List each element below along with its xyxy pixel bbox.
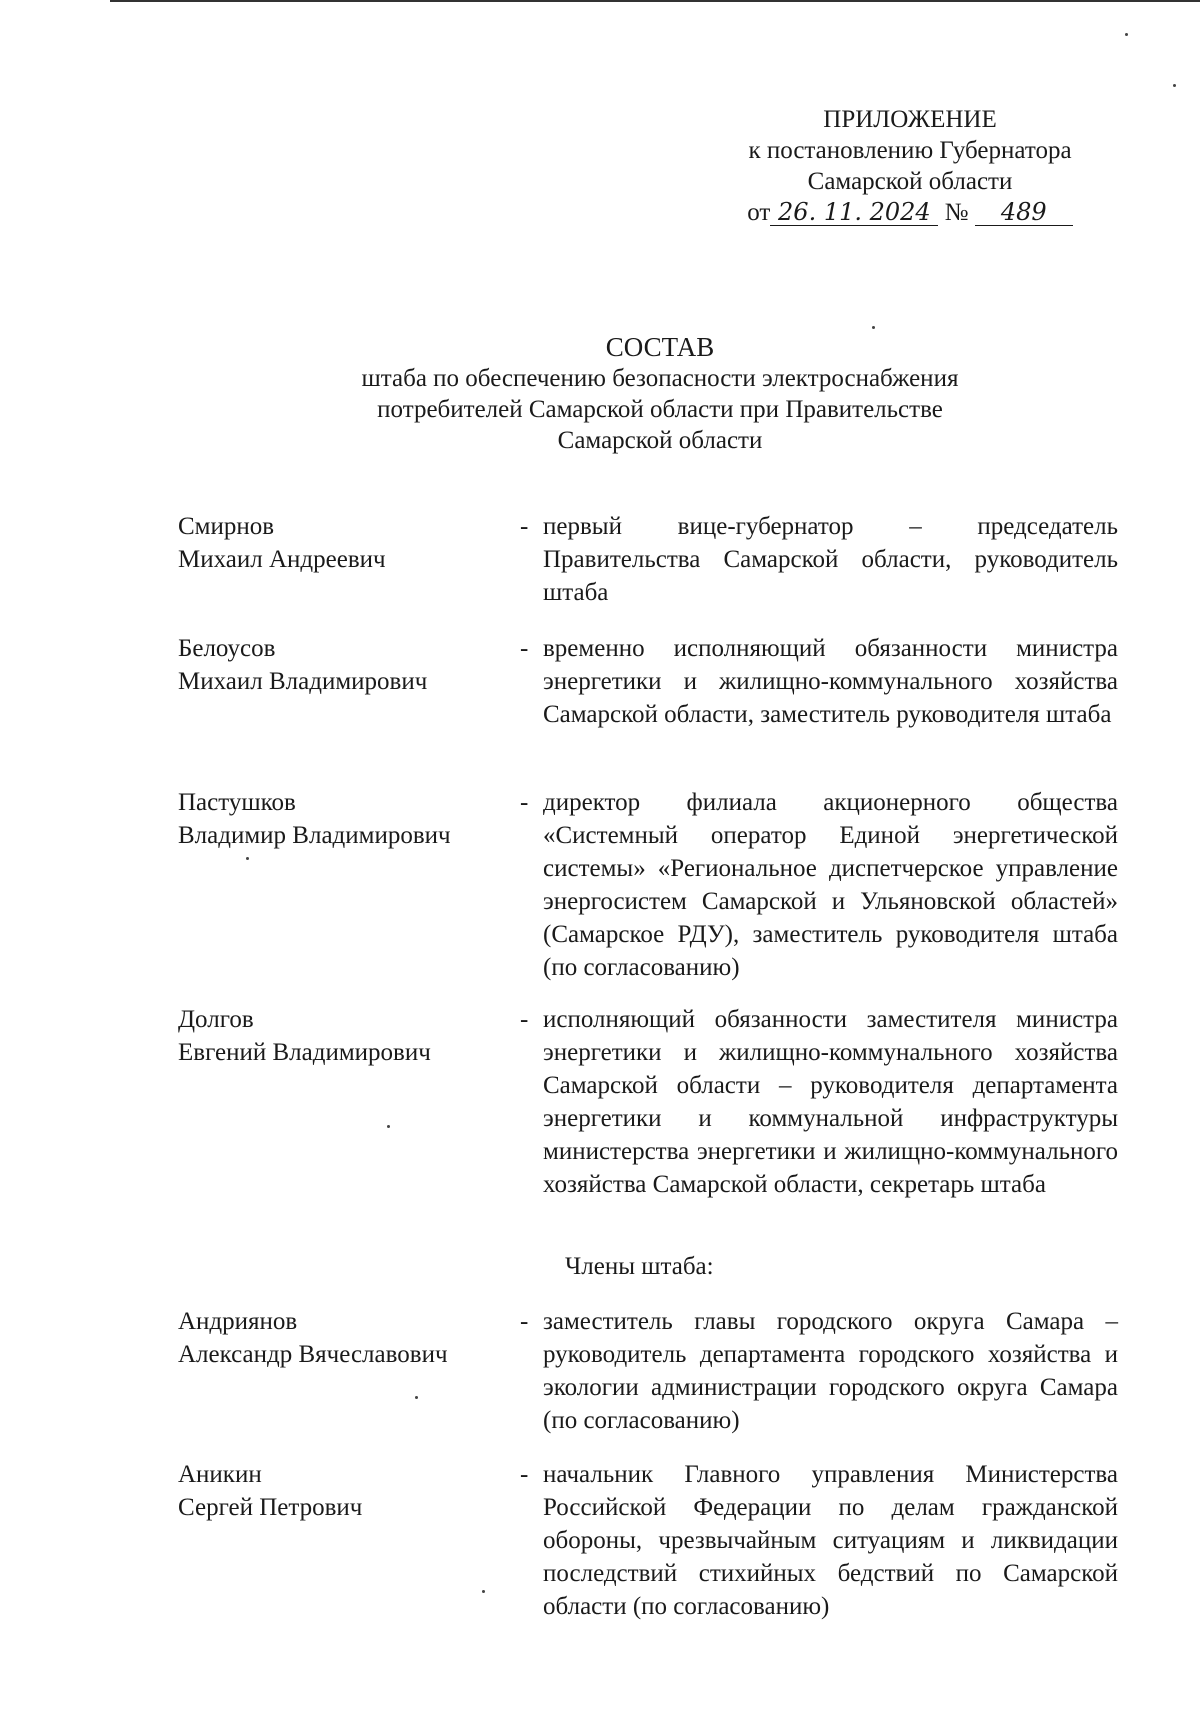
scan-top-edge-line <box>110 0 1200 2</box>
member-given-names: Михаил Андреевич <box>178 546 386 573</box>
member-role: первый вице-губернатор – председатель Правительства Самарской области, руководитель штаба <box>543 513 1118 606</box>
member-name <box>178 1305 508 1371</box>
handwritten-date: 26. 11. 2024 <box>770 199 938 226</box>
heading-title: СОСТАВ <box>605 332 715 362</box>
appendix-date-line <box>700 197 1120 228</box>
member-given-names: Владимир Владимирович <box>178 822 451 849</box>
scan-speck <box>1173 84 1176 87</box>
scan-speck <box>387 1125 390 1128</box>
entry-dash: - <box>520 635 529 662</box>
member-surname: Смирнов <box>178 513 275 540</box>
member-role: исполняющий обязанности заместителя министра энергетики и жилищно-коммунального хозяйства Самарской области – руководителя департамента энергетики и коммунальной инфраструктуры министерства энергетики и жилищно-коммунального хозяйства Самарской области, секретарь штаба <box>543 1006 1118 1198</box>
entry-dash: - <box>520 513 529 540</box>
member-surname: Андриянов <box>178 1308 298 1335</box>
member-surname: Пастушков <box>178 789 296 816</box>
scan-speck <box>1125 33 1128 36</box>
member-name <box>178 510 508 576</box>
entry-dash: - <box>520 1461 529 1488</box>
member-surname: Долгов <box>178 1006 254 1033</box>
heading-line-2: потребителей Самарской области при Правительстве <box>377 396 943 423</box>
document-heading <box>250 332 1070 456</box>
member-role: заместитель главы городского округа Самара – руководитель департамента городского хозяйства и экологии администрации городского округа Самара (по согласованию) <box>543 1308 1118 1434</box>
member-name <box>178 1458 508 1524</box>
appendix-line-2: Самарской области <box>807 168 1013 195</box>
member-given-names: Михаил Владимирович <box>178 668 428 695</box>
entry-dash: - <box>520 1006 529 1033</box>
scan-speck <box>415 1396 418 1399</box>
members-heading: Члены штаба: <box>565 1253 714 1280</box>
member-name <box>178 786 508 852</box>
from-label: от <box>747 199 771 226</box>
member-surname: Белоусов <box>178 635 276 662</box>
number-label: № <box>944 199 969 226</box>
appendix-title: ПРИЛОЖЕНИЕ <box>823 106 997 133</box>
handwritten-number: 489 <box>975 199 1073 226</box>
entry-dash: - <box>520 789 529 816</box>
member-given-names: Александр Вячеславович <box>178 1341 448 1368</box>
scan-speck <box>246 857 249 860</box>
member-surname: Аникин <box>178 1461 262 1488</box>
member-role: директор филиала акционерного общества «Системный оператор Единой энергетической системы» «Региональное диспетчерское управление энергосистем Самарской и Ульяновской областей» (Самарское РДУ), заместитель руководителя штаба (по согласованию) <box>543 789 1118 981</box>
entry-dash: - <box>520 1308 529 1335</box>
heading-line-1: штаба по обеспечению безопасности электроснабжения <box>361 365 959 392</box>
scan-speck <box>872 326 875 329</box>
heading-line-3: Самарской области <box>557 427 763 454</box>
member-name <box>178 632 508 698</box>
member-role: временно исполняющий обязанности министра энергетики и жилищно-коммунального хозяйства Самарской области, заместитель руководителя штаба <box>543 635 1118 728</box>
member-given-names: Евгений Владимирович <box>178 1039 431 1066</box>
member-given-names: Сергей Петрович <box>178 1494 363 1521</box>
scan-speck <box>482 1590 485 1593</box>
appendix-line-1: к постановлению Губернатора <box>748 137 1072 164</box>
member-name <box>178 1003 508 1069</box>
member-role: начальник Главного управления Министерства Российской Федерации по делам гражданской обороны, чрезвычайным ситуациям и ликвидации последствий стихийных бедствий по Самарской области (по согласованию) <box>543 1461 1118 1620</box>
appendix-block <box>700 104 1120 228</box>
